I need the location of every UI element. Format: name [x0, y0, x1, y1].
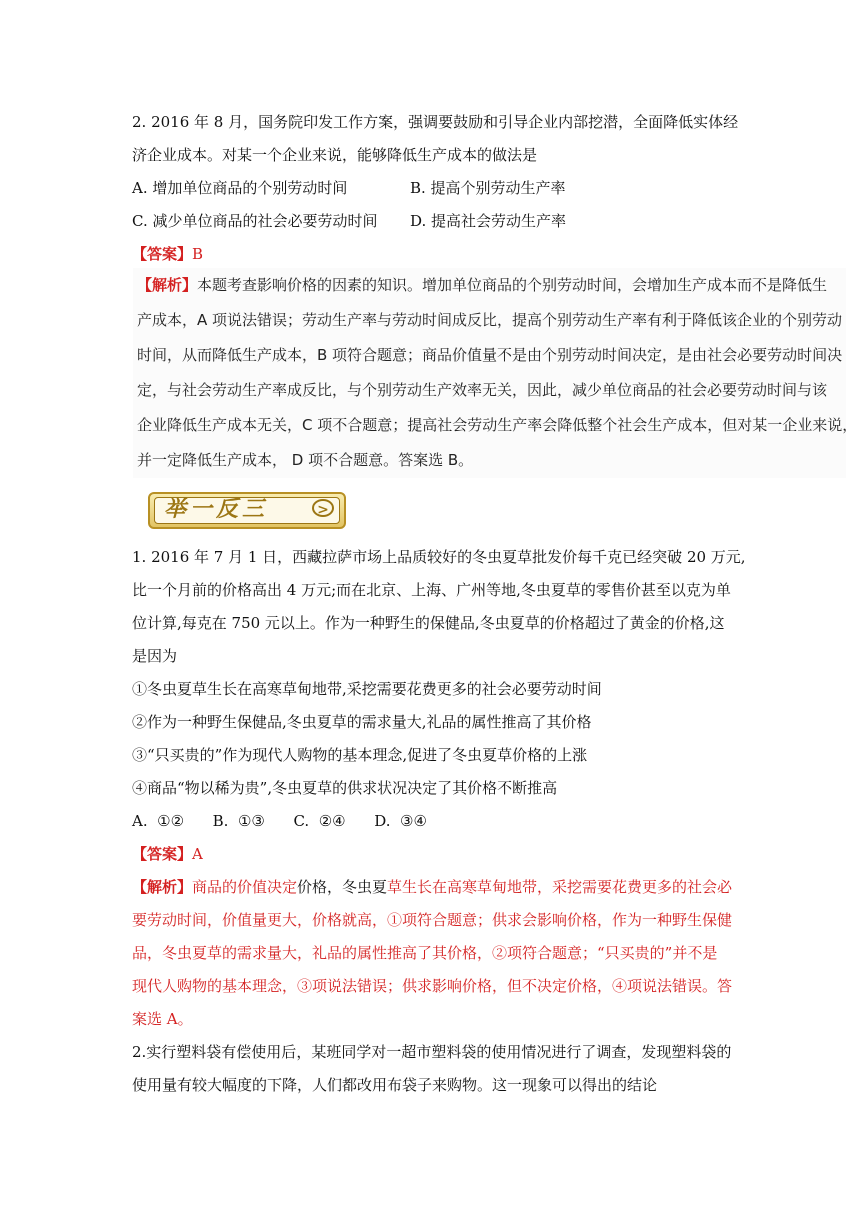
analysis-text: 本题考查影响价格的因素的知识。增加单位商品的个别劳动时间，会增加生产成本而不是降低生 [197, 276, 828, 294]
question-2-analysis-line: 品，冬虫夏草的需求量大，礼品的属性推高了其价格，②项符合题意；“只买贵的”并不是 [132, 944, 718, 962]
question-1-stem-line: 济企业成本。对某一个企业来说，能够降低生产成本的做法是 [132, 146, 538, 164]
answer-value: A [192, 845, 203, 863]
analysis-line: 时间，从而降低生产成本，B 项符合题意；商品价值量不是由个别劳动时间决定，是由社会必要劳动时间决 [137, 346, 843, 364]
option-a: A. 增加单位商品的个别劳动时间 [132, 179, 348, 197]
analysis-text: 草生长在高寒草甸地带，采挖需要花费更多的社会必 [387, 878, 733, 896]
statement-2: ②作为一种野生保健品,冬虫夏草的需求量大,礼品的属性推高了其价格 [132, 713, 592, 731]
statement-3: ③“只买贵的”作为现代人购物的基本理念,促进了冬虫夏草价格的上涨 [132, 746, 588, 764]
question-2-answer [132, 838, 742, 871]
question-1-analysis-image [133, 268, 858, 478]
analysis-tag: 【解析】 [137, 276, 198, 294]
question-2-analysis-line: 现代人购物的基本理念，③项说法错误；供求影响价格，但不决定价格，④项说法错误。答 [132, 977, 733, 995]
analysis-line [137, 268, 846, 303]
answer-tag: 【答案】 [132, 245, 193, 263]
question-2-analysis-line [132, 871, 742, 904]
question-2-stem-line: 比一个月前的价格高出 4 万元;而在北京、上海、广州等地,冬虫夏草的零售价甚至以克为单 [132, 581, 731, 599]
question-2-stem-line: 位计算,每克在 750 元以上。作为一种野生的保健品,冬虫夏草的价格超过了黄金的价格,这 [132, 614, 725, 632]
answer-tag: 【答案】 [132, 845, 193, 863]
question-2-options: A. ①② B. ①③ C. ②④ D. ③④ [132, 812, 427, 830]
analysis-text: 价格，冬虫夏 [297, 878, 388, 896]
banner-title: 举一反三 [164, 496, 269, 522]
question-3-stem-line: 2.实行塑料袋有偿使用后，某班同学对一超市塑料袋的使用情况进行了调查，发现塑料袋的 [132, 1043, 732, 1061]
arrow-circle-icon: > [312, 499, 334, 517]
option-d: D. 提高社会劳动生产率 [410, 212, 567, 230]
analysis-line: 并一定降低生产成本， D 项不合题意。答案选 B。 [137, 451, 474, 469]
question-1-stem-line: 2. 2016 年 8 月，国务院印发工作方案，强调要鼓励和引导企业内部挖潜，全面降低实体经 [132, 113, 739, 131]
question-1-options-row [132, 172, 742, 205]
question-2-stem-line: 1. 2016 年 7 月 1 日，西藏拉萨市场上品质较好的冬虫夏草批发价每千克已经突破 20 万元, [132, 548, 746, 566]
question-2-stem-line: 是因为 [132, 647, 178, 665]
section-banner [148, 492, 346, 529]
question-2-analysis-line: 要劳动时间，价值量更大，价格就高，①项符合题意；供求会影响价格，作为一种野生保健 [132, 911, 733, 929]
analysis-line: 定，与社会劳动生产率成反比，与个别劳动生产效率无关，因此，减少单位商品的社会必要劳动时间与该 [137, 381, 828, 399]
analysis-text: 商品的价值决定 [192, 878, 298, 896]
question-3-stem-line: 使用量有较大幅度的下降，人们都改用布袋子来购物。这一现象可以得出的结论 [132, 1076, 658, 1094]
question-2 [132, 541, 746, 1102]
analysis-tag: 【解析】 [132, 878, 193, 896]
statement-1: ①冬虫夏草生长在高寒草甸地带,采挖需要花费更多的社会必要劳动时间 [132, 680, 602, 698]
analysis-line: 产成本，A 项说法错误；劳动生产率与劳动时间成反比，提高个别劳动生产率有利于降低该企业的个别劳动 [137, 311, 843, 329]
analysis-line: 企业降低生产成本无关，C 项不合题意；提高社会劳动生产率会降低整个社会生产成本，但对某一企业来说， [137, 416, 858, 434]
question-1-answer [132, 238, 742, 271]
answer-value: B [192, 245, 204, 263]
option-b: B. 提高个别劳动生产率 [410, 179, 566, 197]
statement-4: ④商品“物以稀为贵”,冬虫夏草的供求状况决定了其价格不断推高 [132, 779, 558, 797]
question-2-analysis-line: 案选 A。 [132, 1010, 193, 1028]
question-1 [132, 106, 742, 271]
question-1-options-row [132, 205, 742, 238]
option-c: C. 减少单位商品的社会必要劳动时间 [132, 212, 378, 230]
